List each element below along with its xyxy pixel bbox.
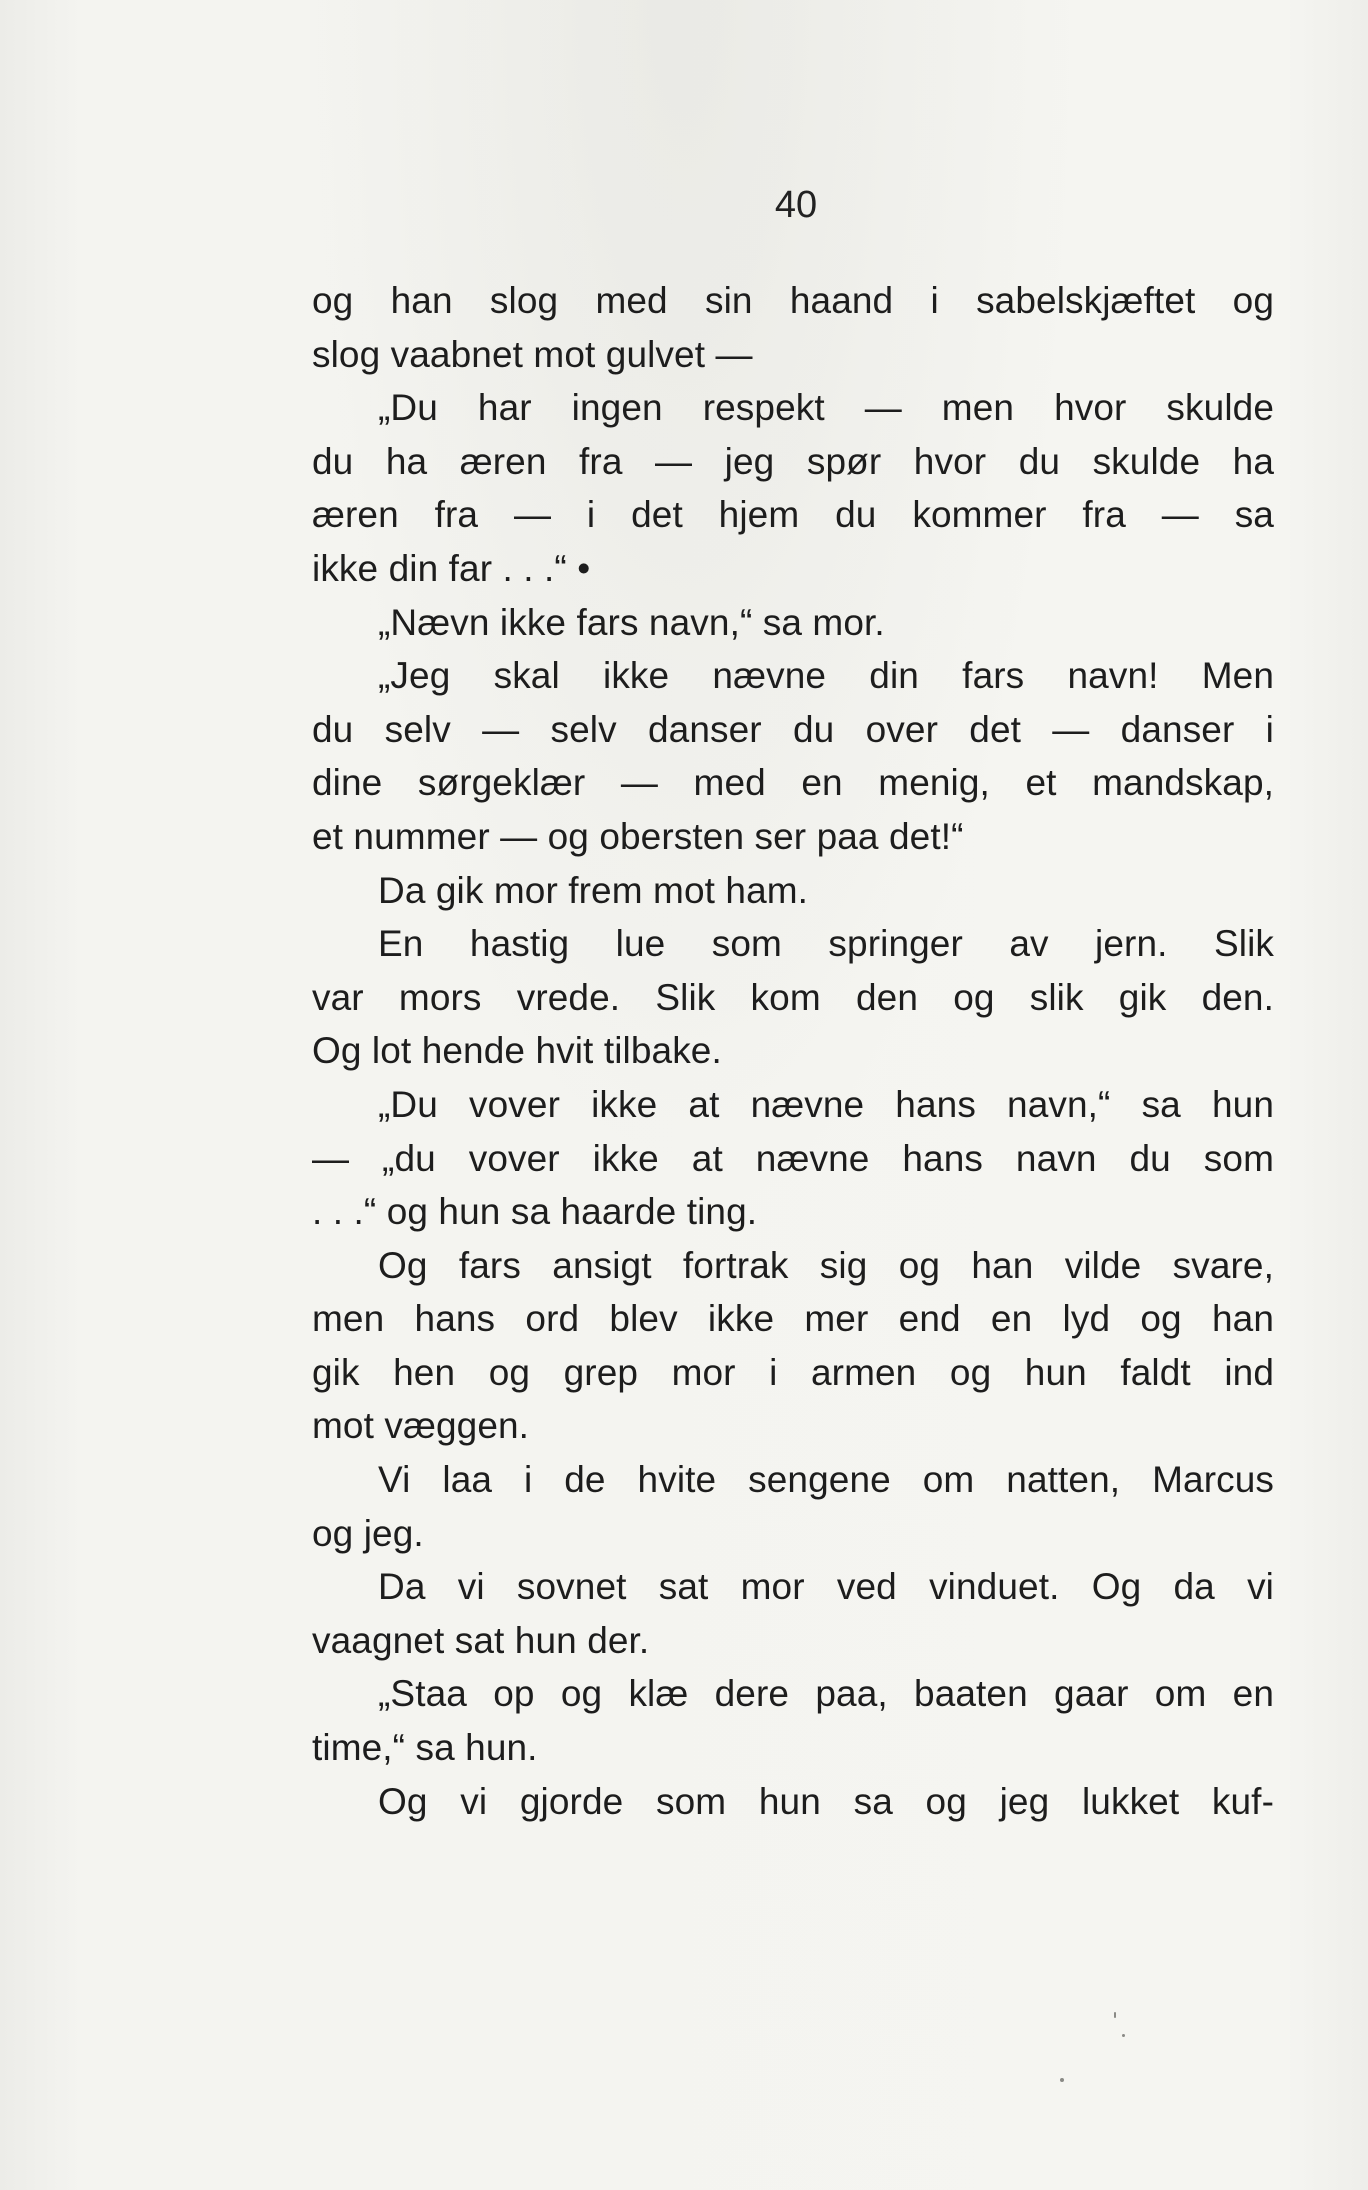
text-line: „Du har ingen respekt — men hvor skulde — [378, 387, 1274, 429]
text-line: — „du vover ikke at nævne hans navn du som — [312, 1137, 1274, 1179]
text-line: „Nævn ikke fars navn,“ sa mor. — [378, 601, 885, 643]
text-line: gik hen og grep mor i armen og hun faldt ind — [312, 1351, 1274, 1393]
text-line: „Jeg skal ikke nævne din fars navn! Men — [378, 655, 1274, 697]
text-line: Og fars ansigt fortrak sig og han vilde svare, — [378, 1244, 1274, 1286]
text-line: mot væggen. — [312, 1405, 530, 1447]
text-line: men hans ord blev ikke mer end en lyd og han — [312, 1298, 1274, 1340]
text-line: vaagnet sat hun der. — [312, 1619, 650, 1661]
text-line: „Staa op og klæ dere paa, baaten gaar om en — [378, 1673, 1274, 1715]
text-line: Da gik mor frem mot ham. — [378, 869, 809, 911]
page-number-text: 40 — [774, 184, 818, 226]
speck — [1122, 2034, 1125, 2037]
text-line: du selv — selv danser du over det — danser i — [312, 708, 1274, 750]
text-line: . . .“ og hun sa haarde ting. — [312, 1191, 758, 1233]
text-line: Og vi gjorde som hun sa og jeg lukket kuf- — [378, 1780, 1274, 1822]
text-line: og han slog med sin haand i sabelskjæftet og — [312, 280, 1274, 321]
page-number — [0, 184, 1368, 227]
text-line: dine sørgeklær — med en menig, et mandskap, — [312, 762, 1274, 804]
text-line: Vi laa i de hvite sengene om natten, Marcus — [378, 1459, 1274, 1501]
text-line: Og lot hende hvit tilbake. — [312, 1030, 722, 1072]
text-line: og jeg. — [312, 1512, 424, 1554]
text-line: En hastig lue som springer av jern. Slik — [378, 923, 1274, 965]
text-line: var mors vrede. Slik kom den og slik gik den. — [312, 976, 1274, 1018]
speck — [1060, 2078, 1064, 2082]
text-line: Da vi sovnet sat mor ved vinduet. Og da vi — [378, 1566, 1274, 1608]
text-line: „Du vover ikke at nævne hans navn,“ sa hun — [378, 1083, 1274, 1125]
text-line: et nummer — og obersten ser paa det!“ — [312, 815, 964, 857]
text-line: du ha æren fra — jeg spør hvor du skulde ha — [312, 440, 1274, 482]
text-line: time,“ sa hun. — [312, 1727, 538, 1769]
text-line: æren fra — i det hjem du kommer fra — sa — [312, 494, 1274, 536]
text-line: ikke din far . . .“ • — [312, 547, 591, 589]
body-text — [312, 274, 1274, 1828]
text-line: slog vaabnet mot gulvet — — [312, 333, 753, 375]
speck — [1114, 2012, 1116, 2018]
